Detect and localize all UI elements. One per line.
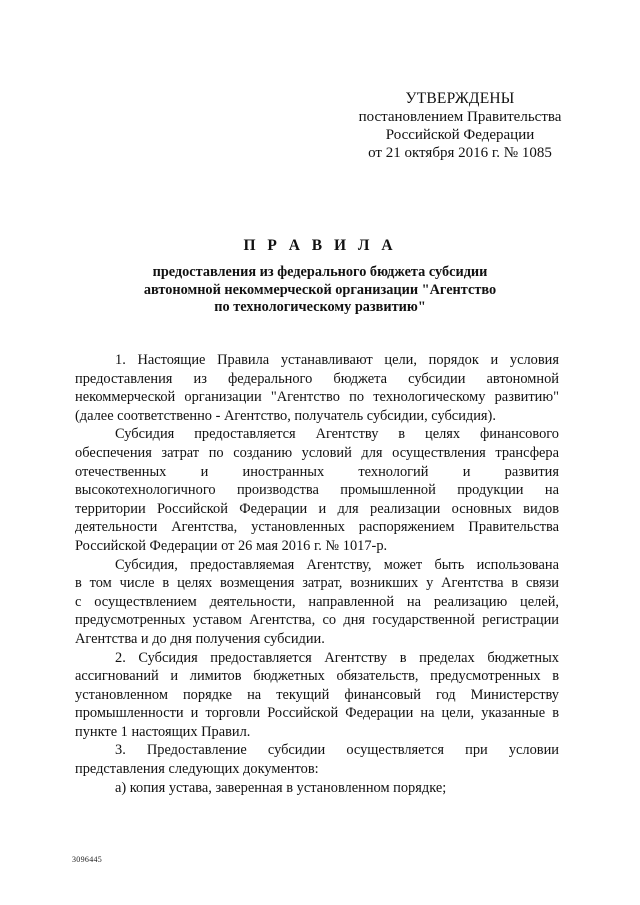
text-line: промышленности и торговли Российской Федерации на цели, указанные в <box>75 705 559 722</box>
subtitle-line-1: предоставления из федерального бюджета субсидии <box>152 264 488 280</box>
text-line: (далее соответственно - Агентство, получатель субсидии, субсидия). <box>75 407 496 424</box>
document-title: П Р А В И Л А <box>243 237 397 254</box>
text-line: 3. Предоставление субсидии осуществляется при условии <box>115 742 559 759</box>
paragraph-1 <box>75 351 559 425</box>
text-line: пункте 1 настоящих Правил. <box>75 723 251 740</box>
paragraph-3 <box>75 741 559 778</box>
text-line: Российской Федерации от 26 мая 2016 г. № 1017-р. <box>75 537 388 554</box>
document-code: 3096445 <box>72 855 103 864</box>
paragraph-subsidy-use <box>75 556 559 649</box>
approval-block <box>330 90 590 162</box>
subtitle-line-2: автономной некоммерческой организации "Агентство <box>143 281 497 298</box>
text-line: с осуществлением деятельности, направленной на реализацию целей, <box>75 593 559 610</box>
paragraph-3-item-a <box>75 779 559 798</box>
paragraph-subsidy-purpose <box>75 425 559 555</box>
approval-line-3: от 21 октября 2016 г. № 1085 <box>368 145 552 161</box>
text-line: представления следующих документов: <box>75 761 319 778</box>
approval-line-2: Российской Федерации <box>385 127 535 143</box>
text-line: обеспечения затрат по созданию условий для осуществления трансфера <box>75 444 559 461</box>
text-line: а) копия устава, заверенная в установленном порядке; <box>115 779 447 796</box>
text-line: деятельности Агентства, установленных распоряжением Правительства <box>75 519 559 536</box>
text-line: Агентства и до дня получения субсидии. <box>75 630 325 647</box>
approval-heading: УТВЕРЖДЕНЫ <box>405 90 515 107</box>
subtitle-line-3: по технологическому развитию" <box>214 299 426 315</box>
text-line: в том числе в целях возмещения затрат, возникших у Агентства в связи <box>75 575 559 592</box>
paragraph-2 <box>75 649 559 742</box>
document-body <box>75 351 559 797</box>
text-line: некоммерческой организации "Агентство по технологическому развитию" <box>75 389 559 406</box>
text-line: ассигнований и лимитов бюджетных обязательств, предусмотренных в <box>75 668 559 685</box>
text-line: предоставления из федерального бюджета субсидии автономной <box>75 370 559 387</box>
text-line: отечественных и иностранных технологий и развития <box>75 463 559 480</box>
text-line: установленном порядке на текущий финансовый год Министерству <box>75 686 559 703</box>
text-line: 1. Настоящие Правила устанавливают цели, порядок и условия <box>115 352 559 368</box>
approval-line-1: постановлением Правительства <box>358 109 562 125</box>
text-line: 2. Субсидия предоставляется Агентству в пределах бюджетных <box>115 649 559 666</box>
text-line: Субсидия, предоставляемая Агентству, может быть использована <box>115 556 559 573</box>
document-subtitle <box>90 264 550 317</box>
text-line: Субсидия предоставляется Агентству в целях финансового <box>115 426 559 443</box>
text-line: территории Российской Федерации и для реализации основных видов <box>75 500 559 517</box>
text-line: высокотехнологичного производства промышленной продукции на <box>75 482 559 499</box>
text-line: предусмотренных уставом Агентства, со дня государственной регистрации <box>75 612 559 629</box>
